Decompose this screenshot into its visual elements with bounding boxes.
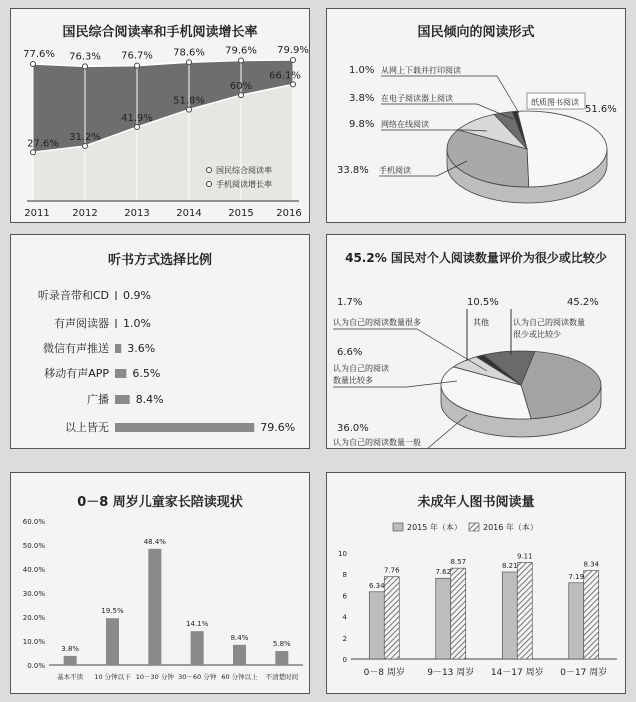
pie-slice-label: 很少或比较少 [513, 330, 561, 339]
y-tick-label: 10 [338, 550, 347, 558]
value-label: 6.34 [368, 581, 385, 590]
bar [233, 645, 246, 665]
bar-2016 [584, 571, 599, 659]
mobile-value-label: 31.2% [69, 131, 101, 143]
pie-value-label: 3.8% [349, 93, 375, 104]
bar [115, 369, 126, 378]
bar [115, 344, 121, 353]
bar-2015 [369, 592, 384, 659]
value-label: 8.57 [450, 558, 467, 567]
panel-minor-books [326, 472, 626, 694]
value-label: 0.9% [123, 289, 151, 302]
bar [106, 618, 119, 665]
pie-value-label: 36.0% [337, 423, 369, 434]
x-tick-label: 2012 [72, 208, 98, 219]
bar-2016 [384, 577, 399, 659]
pie-slice-label: 网络在线阅读 [381, 120, 429, 129]
panel-listening [10, 234, 310, 449]
panel-self-evaluation [326, 234, 626, 449]
overall-point [31, 62, 36, 67]
value-label: 7.62 [435, 568, 452, 577]
category-label: 移动有声APP [44, 367, 109, 380]
x-tick-label: 0－8 周岁 [363, 668, 405, 678]
overall-point [291, 58, 296, 63]
y-tick-label: 60.0% [22, 518, 45, 526]
pie-slice-label: 认为自己的阅读 [333, 364, 389, 373]
mobile-value-label: 41.9% [121, 113, 153, 125]
legend-label: 手机阅读增长率 [216, 180, 272, 189]
area-chart [11, 9, 310, 223]
bar-chart [11, 473, 310, 694]
bar [275, 651, 288, 665]
mobile-value-label: 60% [229, 81, 253, 93]
overall-value-label: 76.7% [121, 50, 153, 62]
y-tick-label: 6 [342, 592, 347, 601]
y-tick-label: 10.0% [22, 638, 45, 646]
overall-value-label: 78.6% [173, 47, 205, 59]
overall-point [239, 58, 244, 63]
pie-slice-label: 其他 [473, 318, 489, 327]
chart-title: 国民综合阅读率和手机阅读增长率 [62, 25, 258, 40]
x-tick-label: 10－30 分钟 [135, 673, 174, 681]
category-label: 广播 [87, 393, 109, 406]
category-label: 微信有声推送 [43, 342, 109, 355]
mobile-point [83, 143, 88, 148]
value-label: 8.4% [135, 393, 164, 406]
pie-value-label: 1.7% [337, 297, 363, 308]
y-tick-label: 50.0% [22, 542, 45, 550]
y-tick-label: 40.0% [22, 566, 45, 574]
value-label: 7.19 [568, 572, 585, 581]
x-tick-label: 14－17 周岁 [490, 668, 544, 678]
bar [115, 319, 117, 328]
pie-value-label: 45.2% [567, 297, 599, 308]
value-label: 48.4% [143, 537, 166, 546]
value-label: 8.34 [583, 560, 600, 569]
overall-value-label: 77.6% [23, 49, 55, 61]
pie-slice-label: 在电子阅读器上阅读 [381, 94, 453, 103]
x-tick-label: 2014 [176, 208, 202, 219]
x-tick-label: 2015 [228, 208, 254, 219]
value-label: 8.4% [230, 633, 249, 642]
legend-label: 2015 年（本） [407, 523, 462, 532]
value-label: 8.21 [501, 561, 518, 570]
x-tick-label: 2013 [124, 208, 150, 219]
x-tick-label: 0－17 周岁 [560, 668, 608, 678]
x-tick-label: 2011 [24, 208, 50, 219]
y-tick-label: 4 [342, 613, 347, 622]
pie-chart [327, 9, 626, 223]
mobile-value-label: 27.6% [27, 138, 59, 150]
overall-value-label: 76.3% [69, 51, 101, 63]
mobile-value-label: 51.8% [173, 95, 205, 107]
value-label: 7.76 [383, 566, 400, 575]
pie-value-label: 6.6% [337, 347, 363, 358]
pie-slice-label: 认为自己的阅读数量很多 [333, 318, 421, 327]
hbar-chart [11, 235, 310, 449]
value-label: 3.6% [127, 342, 156, 355]
value-label: 5.8% [272, 640, 291, 649]
mobile-point [135, 125, 140, 130]
overall-value-label: 79.6% [225, 45, 257, 57]
category-label: 以上皆无 [65, 421, 109, 434]
pie-slice-label: 认为自己的阅读数量 [513, 318, 585, 327]
mobile-point [239, 93, 244, 98]
mobile-point [187, 107, 192, 112]
value-label: 79.6% [260, 421, 296, 434]
x-tick-label: 9－13 周岁 [427, 668, 475, 678]
overall-point [187, 60, 192, 65]
bar [115, 291, 117, 300]
pie-slice-label: 手机阅读 [379, 166, 411, 175]
bar-2015 [569, 583, 584, 659]
bar-2015 [502, 572, 517, 659]
overall-value-label: 79.9% [277, 45, 309, 56]
pie-value-label: 33.8% [337, 165, 369, 176]
value-label: 6.5% [132, 367, 161, 380]
panel-reading-form [326, 8, 626, 223]
overall-point [83, 64, 88, 69]
pie-slice-label: 数量比较多 [333, 376, 373, 385]
panel-parent-reading [10, 472, 310, 694]
y-tick-label: 8 [342, 571, 347, 580]
category-label: 有声阅读器 [54, 317, 109, 330]
x-tick-label: 30－60 分钟 [178, 673, 217, 681]
grouped-bar-chart [327, 473, 626, 694]
legend-swatch [393, 523, 403, 531]
legend-label: 国民综合阅读率 [216, 166, 272, 175]
panel-reading-rate [10, 8, 310, 223]
mobile-value-label: 66.1% [269, 70, 301, 82]
pie-value-label: 9.8% [349, 119, 375, 130]
bar [191, 631, 204, 665]
x-tick-label: 不清楚时间 [265, 673, 299, 681]
x-tick-label: 60 分钟以上 [221, 673, 258, 681]
y-tick-label: 30.0% [22, 590, 45, 598]
value-label: 19.5% [101, 607, 124, 616]
chart-title: 45.2% 国民对个人阅读数量评价为很少或比较少 [345, 251, 607, 265]
value-label: 9.11 [516, 552, 533, 561]
mobile-point [291, 82, 296, 87]
bar [148, 549, 161, 665]
chart-title: 0－8 周岁儿童家长陪读现状 [77, 495, 243, 510]
legend-label: 2016 年（本） [483, 523, 538, 532]
pie-value-label: 1.0% [349, 65, 375, 76]
pie-slice-label: 认为自己的阅读数量一般 [333, 438, 421, 447]
bar [115, 423, 254, 432]
bar-2016 [517, 562, 532, 659]
value-label: 14.1% [186, 620, 209, 629]
chart-title: 未成年人图书阅读量 [417, 495, 535, 510]
y-tick-label: 0.0% [27, 662, 45, 670]
x-tick-label: 基本不读 [57, 673, 84, 681]
chart-title: 听书方式选择比例 [107, 253, 212, 268]
y-tick-label: 2 [342, 634, 347, 643]
x-tick-label: 2016 [276, 208, 302, 219]
chart-title: 国民倾向的阅读形式 [417, 25, 535, 40]
y-tick-label: 20.0% [22, 614, 45, 622]
pie-value-label: 10.5% [467, 297, 499, 308]
x-tick-label: 10 分钟以下 [94, 673, 131, 681]
bar-2016 [451, 568, 466, 659]
pie-slice-label: 纸质图书阅读 [531, 98, 579, 107]
legend-marker [207, 168, 212, 173]
bar-2015 [436, 578, 451, 659]
pie-value-label: 51.6% [585, 104, 617, 115]
mobile-point [31, 150, 36, 155]
pie-chart [327, 235, 626, 449]
pie-slice-label: 从网上下载并打印阅读 [381, 66, 461, 75]
value-label: 1.0% [123, 317, 151, 330]
legend-marker [207, 182, 212, 187]
value-label: 3.8% [61, 644, 80, 653]
bar [64, 656, 77, 665]
category-label: 听录音带和CD [37, 289, 109, 302]
bar [115, 395, 130, 404]
overall-point [135, 63, 140, 68]
y-tick-label: 0 [342, 656, 347, 664]
legend-swatch [469, 523, 479, 531]
